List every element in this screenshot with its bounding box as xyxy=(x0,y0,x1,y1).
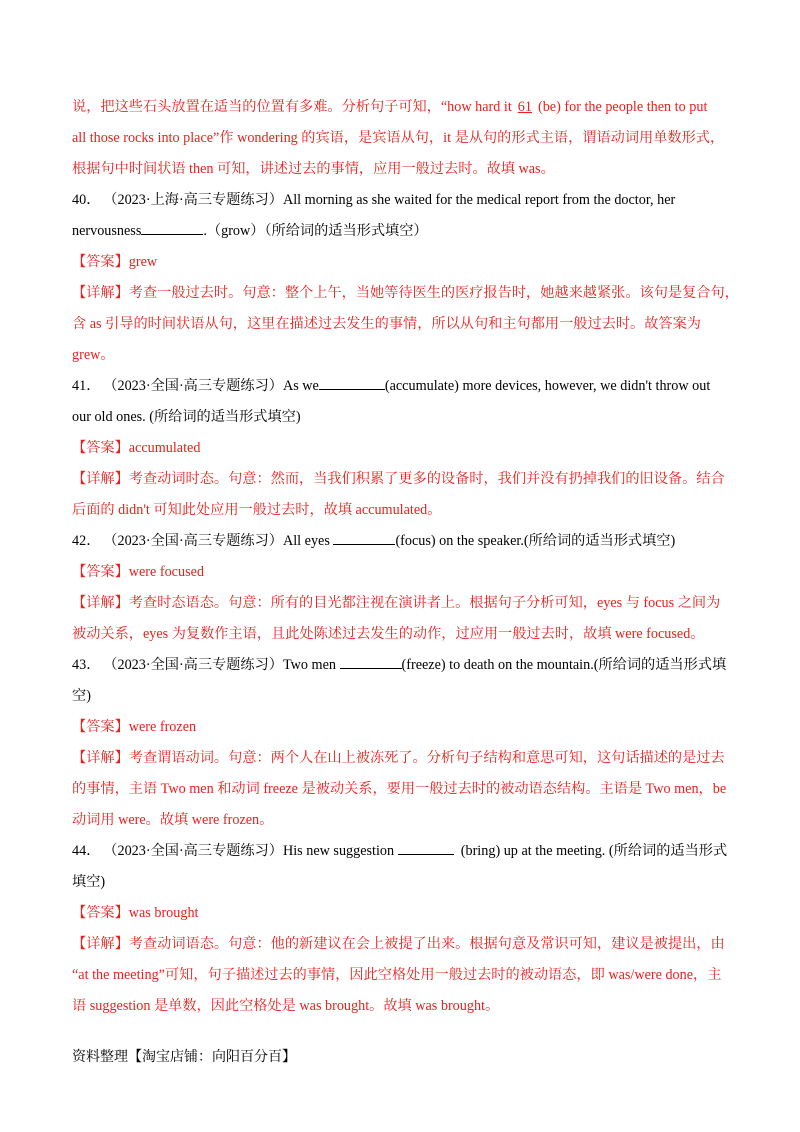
question-stem xyxy=(72,867,728,898)
explanation-line xyxy=(72,929,728,960)
explanation-line xyxy=(72,960,728,991)
answer-line xyxy=(72,433,728,464)
question-text: (bring) up at the meeting. (所给词的适当形式 xyxy=(460,843,728,859)
explanation-text: “at the meeting”可知，句子描述过去的事情，因此空格处用一般过去时的被动语态，即 was/were done，主 xyxy=(72,967,722,983)
explanation-text: 【详解】考查动词时态。句意：然而，当我们积累了更多的设备时，我们并没有扔掉我们的旧设备。结合 xyxy=(72,471,725,487)
answer-line xyxy=(72,557,728,588)
question-text: （2023·全国·高三专题练习）As we xyxy=(110,378,319,394)
explanation-text: (be) for the people then to put xyxy=(537,99,708,115)
question-text: (accumulate) more devices, however, we didn't throw out xyxy=(384,378,711,394)
explanation-text: all those rocks into place”作 wondering 的宾语，是宾语从句，it 是从句的形式主语，谓语动词用单数形式， xyxy=(72,130,725,146)
answer-line xyxy=(72,247,728,278)
question-text: .（grow）（所给词的适当形式填空） xyxy=(203,223,428,239)
answer-line xyxy=(72,712,728,743)
question-number: 42． xyxy=(72,533,101,549)
answer-blank xyxy=(340,654,402,669)
question-text: (focus) on the speaker.(所给词的适当形式填空) xyxy=(395,533,676,549)
answer-text: 【答案】were focused xyxy=(72,564,204,580)
question-number: 43． xyxy=(72,657,101,673)
explanation-text: 含 as 引导的时间状语从句，这里在描述过去发生的事情，所以从句和主句都用一般过去时。故答案为 xyxy=(72,316,701,332)
question-stem xyxy=(72,836,728,867)
explanation-text: 根据句中时间状语 then 可知，讲述过去的事情，应用一般过去时。故填 was。 xyxy=(72,161,555,177)
explanation-continuation-line xyxy=(72,154,728,185)
explanation-line xyxy=(72,991,728,1022)
blank-number: 61 xyxy=(517,99,532,115)
question-text: (freeze) to death on the mountain.(所给词的适当形式填 xyxy=(401,657,727,673)
question-text: （2023·全国·高三专题练习）All eyes xyxy=(110,533,330,549)
explanation-text: 【详解】考查时态语态。句意：所有的目光都注视在演讲者上。根据句子分析可知，eyes 与 focus 之间为 xyxy=(72,595,721,611)
question-text: nervousness xyxy=(72,223,142,239)
question-text: （2023·全国·高三专题练习）His new suggestion xyxy=(110,843,395,859)
explanation-line xyxy=(72,743,728,774)
explanation-text: 的事情，主语 Two men 和动词 freeze 是被动关系，要用一般过去时的被动语态结构。主语是 Two men，be xyxy=(72,781,727,797)
question-text: 空) xyxy=(72,688,91,704)
explanation-text: 【详解】考查谓语动词。句意：两个人在山上被冻死了。分析句子结构和意思可知，这句话描述的是过去 xyxy=(72,750,725,766)
explanation-text: 语 suggestion 是单数，因此空格处是 was brought。故填 was brought。 xyxy=(72,998,500,1014)
answer-text: 【答案】were frozen xyxy=(72,719,197,735)
question-number: 44． xyxy=(72,843,101,859)
explanation-line xyxy=(72,340,728,371)
answer-blank xyxy=(319,375,385,390)
explanation-line xyxy=(72,805,728,836)
question-text: （2023·上海·高三专题练习）All morning as she waited for the medical report from the doctor, her xyxy=(110,192,676,208)
explanation-line xyxy=(72,774,728,805)
explanation-line xyxy=(72,309,728,340)
question-stem xyxy=(72,185,728,216)
question-stem xyxy=(72,402,728,433)
question-stem xyxy=(72,681,728,712)
answer-text: 【答案】accumulated xyxy=(72,440,201,456)
question-stem xyxy=(72,650,728,681)
explanation-line xyxy=(72,464,728,495)
explanation-line xyxy=(72,495,728,526)
explanation-text: 【详解】考查动词语态。句意：他的新建议在会上被提了出来。根据句意及常识可知，建议是被提出，由 xyxy=(72,936,725,952)
answer-line xyxy=(72,898,728,929)
page-footer xyxy=(72,1046,296,1066)
question-text: （2023·全国·高三专题练习）Two men xyxy=(110,657,336,673)
explanation-continuation-line xyxy=(72,92,728,123)
explanation-text: 说，把这些石头放置在适当的位置有多难。分析句子可知，“how hard it xyxy=(72,99,512,115)
explanation-line xyxy=(72,588,728,619)
question-text: our old ones. (所给词的适当形式填空) xyxy=(72,409,301,425)
question-number: 40． xyxy=(72,192,101,208)
question-number: 41． xyxy=(72,378,101,394)
question-stem xyxy=(72,526,728,557)
question-stem xyxy=(72,216,728,247)
explanation-continuation-line xyxy=(72,123,728,154)
answer-blank xyxy=(141,220,203,235)
explanation-text: 动词用 were。故填 were frozen。 xyxy=(72,812,274,828)
answer-blank xyxy=(333,530,395,545)
explanation-text: 后面的 didn't 可知此处应用一般过去时，故填 accumulated。 xyxy=(72,502,442,518)
explanation-line xyxy=(72,278,739,309)
explanation-line xyxy=(72,619,728,650)
explanation-text: 【详解】考查一般过去时。句意：整个上午，当她等待医生的医疗报告时，她越来越紧张。该句是复合句， xyxy=(72,285,739,301)
document-body xyxy=(72,92,739,1022)
answer-text: 【答案】grew xyxy=(72,254,158,270)
footer-text: 资料整理【淘宝店铺：向阳百分百】 xyxy=(72,1050,296,1065)
explanation-text: 被动关系，eyes 为复数作主语，且此处陈述过去发生的动作，过应用一般过去时，故填 were focused。 xyxy=(72,626,705,642)
answer-blank xyxy=(398,840,454,855)
question-stem xyxy=(72,371,728,402)
explanation-text: grew。 xyxy=(72,347,115,363)
question-text: 填空) xyxy=(72,874,106,890)
answer-text: 【答案】was brought xyxy=(72,905,199,921)
